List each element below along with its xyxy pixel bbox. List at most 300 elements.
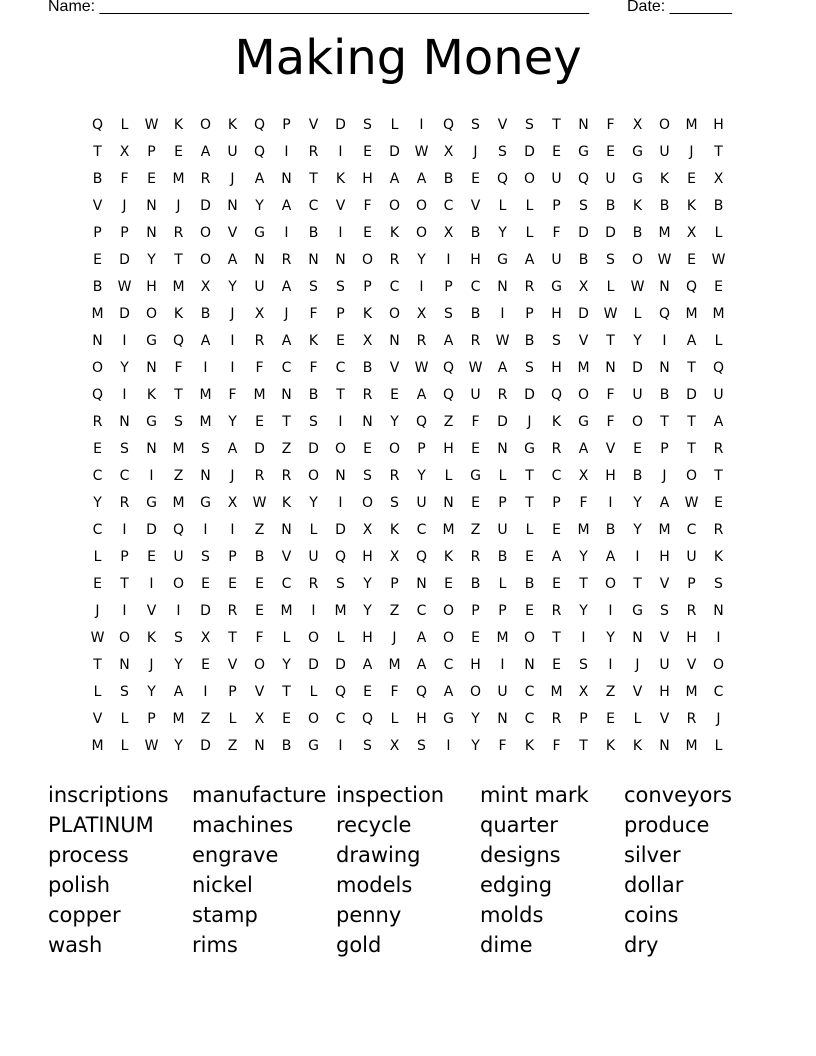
grid-letter: W xyxy=(468,360,483,376)
grid-letter: N xyxy=(281,387,292,403)
grid-letter: N xyxy=(92,333,103,349)
grid-letter: J xyxy=(662,468,667,484)
grid-letter: Q xyxy=(334,684,347,700)
grid-letter: I xyxy=(176,603,181,619)
grid-letter: H xyxy=(605,468,616,484)
grid-letter: R xyxy=(713,522,724,538)
grid-letter: T xyxy=(309,171,318,187)
grid-letter: E xyxy=(606,144,615,160)
grid-letter: O xyxy=(442,630,455,646)
grid-letter: E xyxy=(687,252,696,268)
grid-letter: T xyxy=(633,576,642,592)
grid-letter: E xyxy=(147,171,156,187)
grid-letter: D xyxy=(335,657,346,673)
grid-letter: A xyxy=(362,657,373,673)
word-list-item: rims xyxy=(192,933,238,957)
grid-letter: P xyxy=(552,198,561,214)
grid-letter: E xyxy=(471,441,480,457)
grid-letter: O xyxy=(415,198,428,214)
grid-letter: D xyxy=(200,603,211,619)
grid-letter: N xyxy=(308,252,319,268)
grid-letter: X xyxy=(200,279,211,295)
word-list-item: dollar xyxy=(624,873,684,897)
grid-letter: Q xyxy=(253,144,266,160)
grid-letter: A xyxy=(254,171,265,187)
grid-letter: L xyxy=(714,225,723,241)
grid-letter: R xyxy=(308,576,319,592)
grid-letter: K xyxy=(335,171,346,187)
grid-letter: V xyxy=(605,441,616,457)
grid-letter: J xyxy=(230,468,235,484)
grid-letter: Q xyxy=(577,171,590,187)
grid-letter: T xyxy=(579,576,588,592)
grid-letter: E xyxy=(363,144,372,160)
grid-letter: I xyxy=(635,549,640,565)
grid-letter: F xyxy=(255,630,264,646)
grid-letter: L xyxy=(714,738,723,754)
grid-letter: U xyxy=(173,549,184,565)
word-list-item: produce xyxy=(624,813,710,837)
grid-letter: O xyxy=(388,306,401,322)
grid-letter: U xyxy=(551,171,562,187)
grid-row xyxy=(84,355,732,382)
grid-letter: Q xyxy=(172,522,185,538)
grid-letter: A xyxy=(416,657,427,673)
grid-letter: I xyxy=(230,522,235,538)
grid-letter: O xyxy=(361,495,374,511)
grid-letter: E xyxy=(255,414,264,430)
grid-letter: M xyxy=(496,630,509,646)
grid-letter: O xyxy=(361,252,374,268)
grid-letter: R xyxy=(686,603,697,619)
grid-letter: S xyxy=(201,441,210,457)
grid-letter: P xyxy=(336,306,345,322)
grid-letter: L xyxy=(525,198,534,214)
grid-letter: P xyxy=(363,279,372,295)
grid-letter: N xyxy=(524,657,535,673)
grid-letter: T xyxy=(525,495,534,511)
grid-letter: I xyxy=(446,252,451,268)
grid-letter: G xyxy=(497,252,508,268)
grid-letter: O xyxy=(388,441,401,457)
grid-letter: X xyxy=(578,279,589,295)
grid-letter: U xyxy=(308,549,319,565)
grid-letter: A xyxy=(713,414,724,430)
word-list-item: designs xyxy=(480,843,561,867)
grid-letter: I xyxy=(203,522,208,538)
grid-letter: J xyxy=(284,306,289,322)
grid-letter: G xyxy=(146,414,157,430)
grid-letter: K xyxy=(686,198,697,214)
grid-letter: P xyxy=(417,441,426,457)
grid-letter: X xyxy=(362,522,373,538)
grid-letter: S xyxy=(552,333,561,349)
grid-letter: M xyxy=(577,522,590,538)
grid-letter: I xyxy=(338,225,343,241)
grid-letter: C xyxy=(92,468,103,484)
grid-letter: M xyxy=(91,306,104,322)
grid-letter: E xyxy=(228,576,237,592)
grid-letter: G xyxy=(524,441,535,457)
grid-letter: B xyxy=(497,549,508,565)
grid-letter: P xyxy=(552,495,561,511)
grid-letter: P xyxy=(579,711,588,727)
grid-letter: O xyxy=(91,360,104,376)
grid-letter: I xyxy=(284,225,289,241)
grid-letter: E xyxy=(93,252,102,268)
grid-letter: N xyxy=(632,630,643,646)
grid-letter: V xyxy=(470,198,481,214)
grid-letter: E xyxy=(606,711,615,727)
grid-letter: M xyxy=(172,441,185,457)
grid-row xyxy=(84,301,732,328)
grid-letter: R xyxy=(254,468,265,484)
grid-letter: F xyxy=(363,198,372,214)
word-list-item: PLATINUM xyxy=(48,813,154,837)
grid-letter: B xyxy=(578,252,589,268)
grid-letter: T xyxy=(660,414,669,430)
grid-letter: M xyxy=(388,657,401,673)
grid-letter: D xyxy=(335,117,346,133)
grid-letter: H xyxy=(470,252,481,268)
grid-letter: Y xyxy=(633,495,642,511)
grid-letter: E xyxy=(363,441,372,457)
grid-letter: L xyxy=(525,225,534,241)
grid-letter: O xyxy=(253,657,266,673)
grid-letter: A xyxy=(227,441,238,457)
grid-letter: B xyxy=(254,549,265,565)
grid-letter: D xyxy=(389,144,400,160)
grid-letter: C xyxy=(524,711,535,727)
grid-letter: S xyxy=(120,441,129,457)
grid-letter: T xyxy=(93,144,102,160)
grid-letter: J xyxy=(716,711,721,727)
grid-letter: Z xyxy=(200,711,211,727)
grid-letter: V xyxy=(146,603,157,619)
grid-letter: L xyxy=(498,468,507,484)
grid-letter: Q xyxy=(442,117,455,133)
word-list-item: polish xyxy=(48,873,111,897)
grid-letter: O xyxy=(469,684,482,700)
grid-letter: R xyxy=(551,711,562,727)
grid-letter: Q xyxy=(91,387,104,403)
grid-letter: J xyxy=(230,171,235,187)
grid-row xyxy=(84,220,732,247)
grid-letter: B xyxy=(92,279,103,295)
grid-letter: T xyxy=(687,360,696,376)
grid-letter: R xyxy=(470,333,481,349)
word-list-item: silver xyxy=(624,843,681,867)
grid-letter: S xyxy=(309,279,318,295)
grid-letter: M xyxy=(199,387,212,403)
grid-letter: G xyxy=(632,603,643,619)
grid-letter: E xyxy=(552,522,561,538)
word-list-item: inspection xyxy=(336,783,445,807)
grid-letter: N xyxy=(146,198,157,214)
grid-letter: S xyxy=(525,117,534,133)
grid-letter: Y xyxy=(471,738,480,754)
grid-letter: K xyxy=(173,306,184,322)
word-list-item: dry xyxy=(624,933,659,957)
word-list-item: nickel xyxy=(192,873,253,897)
word-list-item: engrave xyxy=(192,843,279,867)
grid-letter: F xyxy=(309,360,318,376)
grid-letter: K xyxy=(659,171,670,187)
grid-letter: Y xyxy=(417,468,426,484)
grid-letter: H xyxy=(659,549,670,565)
grid-letter: V xyxy=(632,684,643,700)
grid-letter: X xyxy=(713,171,724,187)
grid-letter: M xyxy=(658,225,671,241)
grid-letter: B xyxy=(605,522,616,538)
grid-letter: O xyxy=(577,387,590,403)
grid-letter: N xyxy=(146,225,157,241)
grid-letter: N xyxy=(119,414,130,430)
grid-letter: Q xyxy=(550,387,563,403)
grid-letter: G xyxy=(632,171,643,187)
grid-letter: K xyxy=(632,198,643,214)
grid-letter: M xyxy=(550,684,563,700)
grid-letter: L xyxy=(120,738,129,754)
grid-letter: R xyxy=(119,495,130,511)
grid-letter: U xyxy=(551,252,562,268)
grid-letter: W xyxy=(252,495,267,511)
grid-letter: V xyxy=(659,630,670,646)
grid-letter: Q xyxy=(712,360,725,376)
grid-letter: I xyxy=(311,603,316,619)
grid-letter: S xyxy=(201,549,210,565)
grid-row xyxy=(84,274,732,301)
grid-letter: Q xyxy=(172,333,185,349)
grid-letter: H xyxy=(362,171,373,187)
grid-letter: O xyxy=(631,252,644,268)
grid-letter: Q xyxy=(415,414,428,430)
grid-letter: H xyxy=(470,657,481,673)
grid-letter: J xyxy=(230,306,235,322)
grid-letter: U xyxy=(227,144,238,160)
grid-letter: Y xyxy=(417,252,426,268)
grid-letter: N xyxy=(497,711,508,727)
grid-letter: T xyxy=(282,684,291,700)
grid-letter: M xyxy=(577,360,590,376)
grid-letter: A xyxy=(578,441,589,457)
grid-letter: K xyxy=(713,549,724,565)
grid-letter: I xyxy=(203,360,208,376)
grid-row xyxy=(84,706,732,733)
grid-letter: E xyxy=(633,441,642,457)
grid-letter: J xyxy=(122,198,127,214)
grid-letter: Y xyxy=(633,333,642,349)
grid-letter: E xyxy=(336,333,345,349)
grid-letter: Y xyxy=(174,738,183,754)
grid-letter: K xyxy=(308,333,319,349)
grid-letter: F xyxy=(309,306,318,322)
grid-letter: T xyxy=(282,414,291,430)
grid-letter: K xyxy=(443,549,454,565)
grid-letter: Y xyxy=(579,549,588,565)
grid-letter: D xyxy=(119,306,130,322)
grid-letter: J xyxy=(149,657,154,673)
grid-letter: A xyxy=(416,387,427,403)
grid-letter: T xyxy=(687,414,696,430)
word-list-item: dime xyxy=(480,933,533,957)
grid-letter: E xyxy=(282,711,291,727)
grid-letter: I xyxy=(230,360,235,376)
grid-letter: R xyxy=(524,279,535,295)
grid-letter: G xyxy=(578,414,589,430)
grid-letter: S xyxy=(444,306,453,322)
word-list-item: coins xyxy=(624,903,679,927)
grid-letter: K xyxy=(605,738,616,754)
grid-letter: E xyxy=(525,603,534,619)
grid-letter: I xyxy=(419,117,424,133)
grid-letter: Z xyxy=(605,684,616,700)
grid-letter: G xyxy=(308,738,319,754)
grid-letter: C xyxy=(551,468,562,484)
grid-letter: H xyxy=(362,630,373,646)
grid-letter: L xyxy=(282,630,291,646)
grid-letter: V xyxy=(92,711,103,727)
word-list-item: stamp xyxy=(192,903,258,927)
grid-letter: O xyxy=(199,252,212,268)
grid-letter: Q xyxy=(253,117,266,133)
grid-letter: V xyxy=(497,117,508,133)
grid-letter: Q xyxy=(415,549,428,565)
grid-letter: R xyxy=(362,387,373,403)
grid-letter: E xyxy=(552,144,561,160)
grid-letter: Q xyxy=(334,549,347,565)
grid-letter: K xyxy=(146,387,157,403)
grid-letter: D xyxy=(605,225,616,241)
grid-letter: P xyxy=(525,306,534,322)
grid-letter: R xyxy=(470,549,481,565)
grid-letter: S xyxy=(579,657,588,673)
grid-letter: X xyxy=(578,468,589,484)
grid-letter: Z xyxy=(173,468,184,484)
grid-letter: U xyxy=(686,549,697,565)
grid-letter: T xyxy=(552,117,561,133)
grid-letter: N xyxy=(254,252,265,268)
grid-row xyxy=(84,328,732,355)
grid-letter: A xyxy=(200,144,211,160)
grid-letter: X xyxy=(686,225,697,241)
grid-letter: I xyxy=(122,333,127,349)
grid-letter: R xyxy=(389,468,400,484)
grid-letter: I xyxy=(203,684,208,700)
grid-letter: M xyxy=(685,738,698,754)
grid-letter: N xyxy=(605,360,616,376)
grid-letter: K xyxy=(389,225,400,241)
grid-letter: Z xyxy=(443,414,454,430)
grid-letter: L xyxy=(120,711,129,727)
grid-letter: A xyxy=(443,684,454,700)
grid-letter: F xyxy=(390,684,399,700)
grid-letter: R xyxy=(686,711,697,727)
grid-letter: Q xyxy=(91,117,104,133)
grid-letter: E xyxy=(390,387,399,403)
grid-letter: Y xyxy=(147,684,156,700)
grid-row xyxy=(84,733,732,760)
word-list-item: conveyors xyxy=(624,783,732,807)
grid-letter: R xyxy=(281,468,292,484)
grid-letter: M xyxy=(658,522,671,538)
grid-letter: P xyxy=(660,441,669,457)
word-list-item: manufacture xyxy=(192,783,327,807)
grid-letter: E xyxy=(471,630,480,646)
grid-letter: Y xyxy=(363,603,372,619)
grid-letter: I xyxy=(122,387,127,403)
grid-letter: N xyxy=(713,603,724,619)
grid-letter: D xyxy=(200,198,211,214)
grid-letter: A xyxy=(551,549,562,565)
grid-letter: N xyxy=(335,468,346,484)
grid-letter: I xyxy=(608,603,613,619)
grid-letter: N xyxy=(335,252,346,268)
grid-letter: Y xyxy=(309,495,318,511)
name-field: Name: _______________________________________________________ xyxy=(48,0,589,15)
grid-letter: W xyxy=(414,360,429,376)
grid-letter: A xyxy=(281,333,292,349)
grid-letter: D xyxy=(308,441,319,457)
grid-letter: D xyxy=(254,441,265,457)
grid-letter: V xyxy=(659,576,670,592)
word-list-item: mint mark xyxy=(480,783,589,807)
grid-letter: N xyxy=(443,495,454,511)
grid-letter: V xyxy=(308,117,319,133)
grid-letter: Q xyxy=(442,360,455,376)
grid-letter: M xyxy=(280,603,293,619)
grid-letter: I xyxy=(500,657,505,673)
grid-letter: O xyxy=(145,306,158,322)
grid-letter: S xyxy=(417,738,426,754)
grid-letter: K xyxy=(632,738,643,754)
grid-letter: B xyxy=(659,387,670,403)
grid-letter: U xyxy=(632,387,643,403)
grid-letter: M xyxy=(712,306,725,322)
grid-letter: X xyxy=(254,711,265,727)
grid-letter: J xyxy=(95,603,100,619)
grid-letter: I xyxy=(149,468,154,484)
grid-letter: I xyxy=(122,603,127,619)
grid-letter: H xyxy=(416,711,427,727)
grid-letter: R xyxy=(173,225,184,241)
grid-letter: R xyxy=(281,252,292,268)
grid-letter: W xyxy=(414,144,429,160)
grid-letter: L xyxy=(525,522,534,538)
grid-letter: F xyxy=(255,360,264,376)
grid-letter: M xyxy=(685,684,698,700)
grid-letter: Y xyxy=(498,225,507,241)
grid-letter: N xyxy=(416,576,427,592)
grid-letter: P xyxy=(120,549,129,565)
grid-letter: Y xyxy=(147,252,156,268)
grid-letter: P xyxy=(93,225,102,241)
grid-letter: B xyxy=(632,468,643,484)
grid-letter: A xyxy=(416,630,427,646)
grid-letter: V xyxy=(281,549,292,565)
grid-letter: K xyxy=(146,630,157,646)
grid-letter: F xyxy=(120,171,129,187)
grid-letter: D xyxy=(308,657,319,673)
grid-letter: H xyxy=(686,630,697,646)
grid-letter: B xyxy=(443,171,454,187)
grid-letter: F xyxy=(552,225,561,241)
grid-letter: L xyxy=(336,630,345,646)
grid-letter: N xyxy=(362,414,373,430)
grid-letter: X xyxy=(389,738,400,754)
grid-letter: V xyxy=(659,711,670,727)
grid-letter: K xyxy=(281,495,292,511)
